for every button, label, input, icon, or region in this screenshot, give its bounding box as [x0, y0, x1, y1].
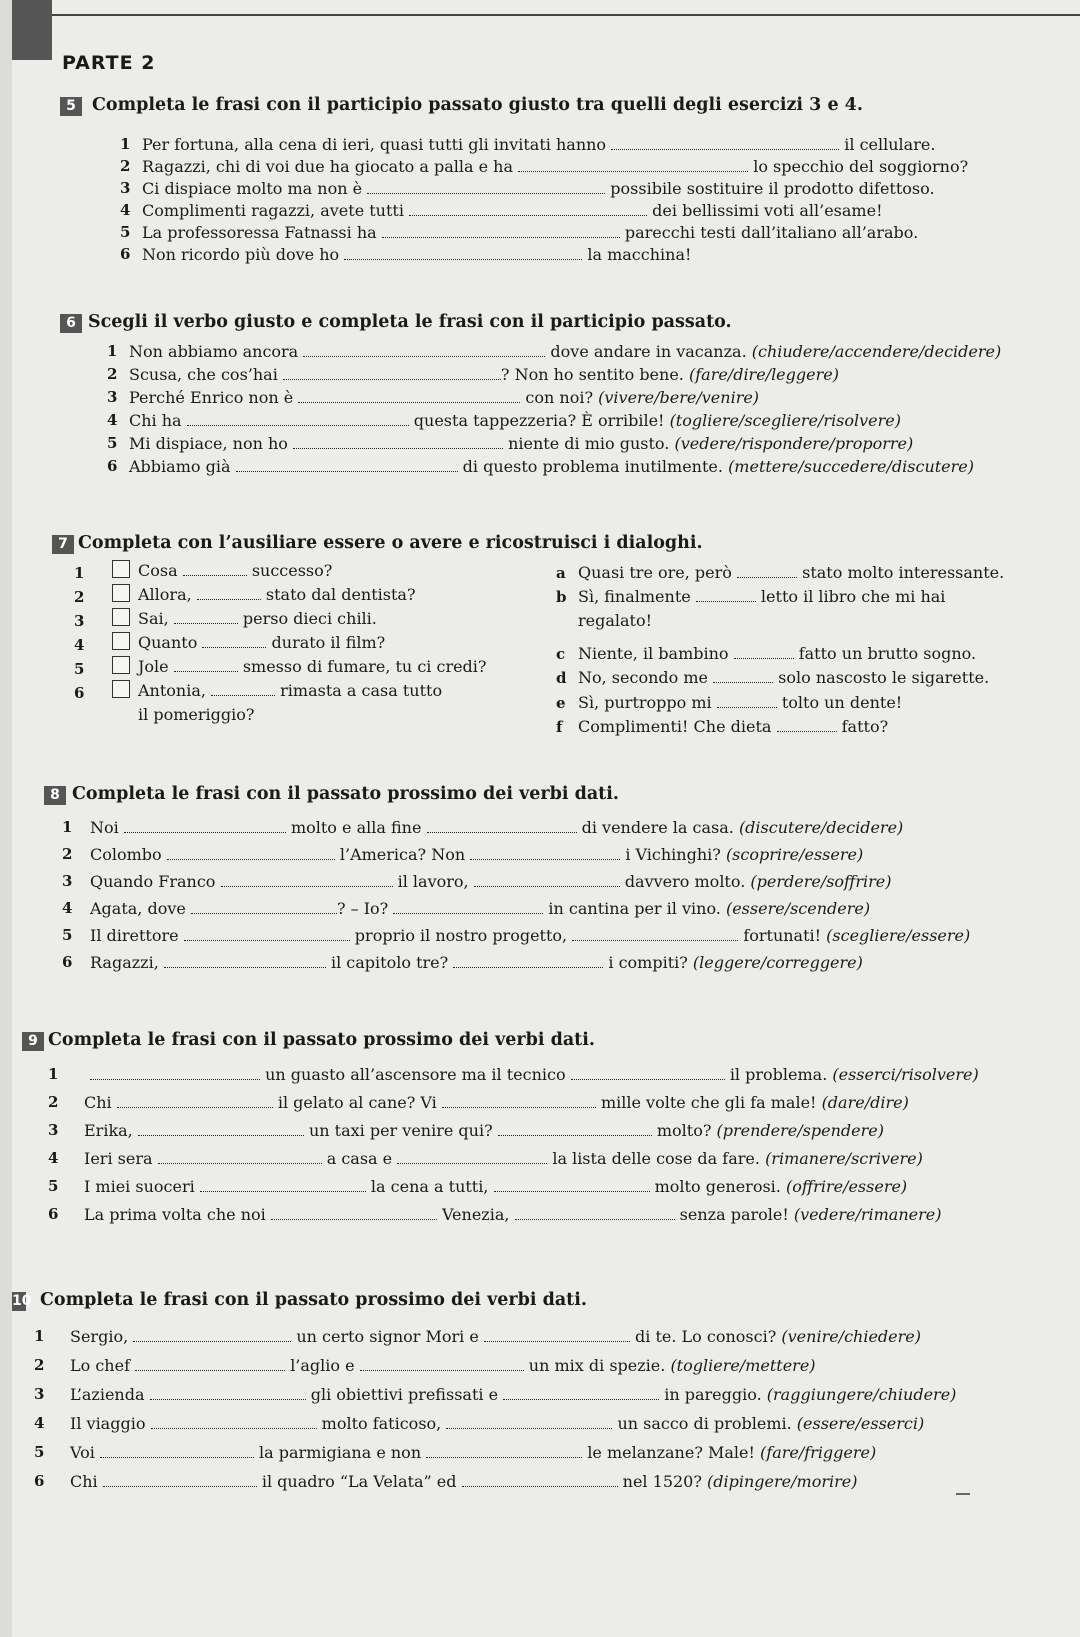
exercise-9-item-2: 2 Chi il gelato al cane? Vi mille volte che gli fa male! (dare/dire) — [48, 1093, 909, 1112]
answer-blank[interactable] — [572, 928, 738, 941]
answer-blank[interactable] — [503, 1387, 659, 1400]
dialog-line-1: Cosa successo? — [138, 561, 333, 580]
exercise-10-item-4: 4 Il viaggio molto faticoso, un sacco di problemi. (essere/esserci) — [34, 1414, 925, 1433]
answer-blank[interactable] — [124, 820, 286, 833]
answer-blank[interactable] — [197, 587, 261, 600]
answer-blank[interactable] — [571, 1067, 725, 1080]
exercise-instruction: Scegli il verbo giusto e completa le frasi con il participio passato. — [88, 312, 732, 332]
answer-blank[interactable] — [484, 1329, 630, 1342]
exercise-8-item-2: 2 Colombo l’America? Non i Vichinghi? (scoprire/essere) — [62, 845, 864, 864]
answer-blank[interactable] — [446, 1416, 612, 1429]
answer-blank[interactable] — [409, 203, 647, 216]
answer-blank[interactable] — [187, 413, 409, 426]
answer-line-d: No, secondo me solo nascosto le sigarette. — [578, 668, 990, 687]
answer-blank[interactable] — [344, 247, 582, 260]
answer-blank[interactable] — [174, 659, 238, 672]
exercise-instruction: Completa con l’ausiliare essere o avere e ricostruisci i dialoghi. — [78, 533, 703, 553]
answer-blank[interactable] — [164, 955, 326, 968]
answer-line-a: Quasi tre ore, però stato molto interessante. — [578, 563, 1005, 582]
exercise-10-item-6: 6 Chi il quadro “La Velata” ed nel 1520? (dipingere/morire) — [34, 1472, 858, 1491]
answer-blank[interactable] — [200, 1179, 366, 1192]
exercise-9-item-5: 5 I miei suoceri la cena a tutti, molto generosi. (offrire/essere) — [48, 1177, 908, 1196]
answer-blank[interactable] — [103, 1474, 257, 1487]
checkbox-2[interactable] — [112, 584, 130, 602]
answer-blank[interactable] — [462, 1474, 618, 1487]
answer-blank[interactable] — [367, 181, 605, 194]
exercise-6-item-6: 6 Abbiamo già di questo problema inutilmente. (mettere/succedere/discutere) — [107, 457, 974, 476]
page-corner-bar — [12, 0, 52, 60]
exercise-9-item-1: 1 un guasto all’ascensore ma il tecnico il problema. (esserci/risolvere) — [48, 1065, 979, 1084]
exercise-instruction: Completa le frasi con il participio passato giusto tra quelli degli esercizi 3 e 4. — [92, 95, 863, 115]
answer-blank[interactable] — [518, 159, 748, 172]
exercise-5-item-3: 3 Ci dispiace molto ma non è possibile sostituire il prodotto difettoso. — [120, 179, 935, 198]
answer-line-e: Sì, purtroppo mi tolto un dente! — [578, 693, 903, 712]
dialog-line-2: Allora, stato dal dentista? — [138, 585, 416, 604]
answer-blank[interactable] — [498, 1123, 652, 1136]
answer-blank[interactable] — [138, 1123, 304, 1136]
exercise-5-item-2: 2 Ragazzi, chi di voi due ha giocato a palla e ha lo specchio del soggiorno? — [120, 157, 969, 176]
exercise-10-item-5: 5 Voi la parmigiana e non le melanzane? Male! (fare/friggere) — [34, 1443, 877, 1462]
exercise-6-item-4: 4 Chi ha questa tappezzeria? È orribile! (togliere/scegliere/risolvere) — [107, 411, 902, 430]
exercise-8-item-3: 3 Quando Franco il lavoro, davvero molto. (perdere/soffrire) — [62, 872, 892, 891]
checkbox-3[interactable] — [112, 608, 130, 626]
exercise-8-item-4: 4 Agata, dove ? – Io? in cantina per il vino. (essere/scendere) — [62, 899, 871, 918]
answer-blank[interactable] — [397, 1151, 547, 1164]
dialog-line-4: Quanto durato il film? — [138, 633, 386, 652]
exercise-number: 6 — [60, 314, 82, 333]
answer-blank[interactable] — [211, 683, 275, 696]
answer-blank[interactable] — [426, 1445, 582, 1458]
answer-blank[interactable] — [151, 1416, 317, 1429]
dialog-line-5: Jole smesso di fumare, tu ci credi? — [138, 657, 487, 676]
exercise-number: 10 — [12, 1293, 32, 1309]
answer-blank[interactable] — [221, 874, 393, 887]
dialog-line-3: Sai, perso dieci chili. — [138, 609, 377, 628]
answer-blank[interactable] — [360, 1358, 524, 1371]
checkbox-4[interactable] — [112, 632, 130, 650]
answer-blank[interactable] — [191, 901, 337, 914]
dialog-line-6-cont: il pomeriggio? — [138, 705, 255, 724]
answer-blank[interactable] — [133, 1329, 291, 1342]
stray-mark — [956, 1493, 970, 1495]
exercise-8-item-1: 1 Noi molto e alla fine di vendere la casa. (discutere/decidere) — [62, 818, 904, 837]
answer-blank[interactable] — [453, 955, 603, 968]
answer-blank[interactable] — [611, 137, 839, 150]
answer-blank[interactable] — [100, 1445, 254, 1458]
exercise-8-item-5: 5 Il direttore proprio il nostro progetto, fortunati! (scegliere/essere) — [62, 926, 971, 945]
answer-blank[interactable] — [174, 611, 238, 624]
answer-blank[interactable] — [117, 1095, 273, 1108]
answer-line-b-cont: regalato! — [578, 611, 653, 630]
exercise-5-item-5: 5 La professoressa Fatnassi ha parecchi testi dall’italiano all’arabo. — [120, 223, 919, 242]
answer-blank[interactable] — [150, 1387, 306, 1400]
answer-blank[interactable] — [202, 635, 266, 648]
answer-line-c: Niente, il bambino fatto un brutto sogno. — [578, 644, 977, 663]
answer-line-b: Sì, finalmente letto il libro che mi hai — [578, 587, 946, 606]
exercise-6-item-1: 1 Non abbiamo ancora dove andare in vacanza. (chiudere/accendere/decidere) — [107, 342, 1002, 361]
answer-blank[interactable] — [717, 695, 777, 708]
exercise-9-item-4: 4 Ieri sera a casa e la lista delle cose da fare. (rimanere/scrivere) — [48, 1149, 923, 1168]
answer-blank[interactable] — [470, 847, 620, 860]
answer-blank[interactable] — [90, 1067, 260, 1080]
checkbox-5[interactable] — [112, 656, 130, 674]
answer-blank[interactable] — [298, 390, 520, 403]
textbook-page: PARTE 2 5 Completa le frasi con il participio passato giusto tra quelli degli esercizi 3 e 4. 1 Per fortuna, alla cena di ieri, quasi tutti gli invitati hanno il cellulare. 2 Ragazzi, chi di voi due ha giocato a palla e ha lo specchio del soggiorno? 3 Ci dispiace molto ma non è possibile sostituire il prodotto difettoso. 4 Complimenti ragazzi, avete tutti dei bellissimi voti all’esame! 5 La professoressa Fatnassi ha parecchi testi dall’italiano all’arabo. 6 Non ricordo più dove ho la macchina! 6 Scegli il verbo giusto e completa le frasi con il participio passato. 1 Non abbiamo ancora dove andare in vacanza. (chiudere/accendere/decidere) 2 Scusa, che cos’hai ? Non ho sentito bene. (fare/dire/leggere) 3 Perché Enrico non è con noi? (vivere/bere/venire) 4 Chi ha questa tappezzeria? È orribile! (togliere/scegliere/risolvere) 5 Mi dispiace, non ho niente di mio gusto. (vedere/rispondere/proporre) 6 Abbiamo già di questo problema inutilmente. (mettere/succedere/discutere) 7 Completa con l’ausiliare essere o avere e ricostruisci i dialoghi. 1 Cosa successo? 2 Allora, stato dal dentista? 3 Sai, perso dieci chili. 4 Quanto durato il film? 5 Jole smesso di fumare, tu ci credi? 6 Antonia, rimasta a casa tutto il pomeriggio? a Quasi tre ore, però stato molto interessante. b Sì, finalmente letto il libro che mi hai regalato! c Niente, il bambino fatto un brutto sogno. d No, secondo me solo nascosto le sigarette. e Sì, purtroppo mi tolto un dente! f Complimenti! Che dieta fatto? 8 Completa le frasi con il passato prossimo dei verbi dati. 1 Noi molto e alla fine di vendere la casa. (discutere/decidere) 2 Colombo l’America? Non i Vichinghi? (scoprire/essere) 3 Quando Franco il lavoro, davvero molto. (perdere/soffrire) 4 Agata, dove ? – Io? in cantina per il vino. (essere/scendere) 5 Il direttore proprio il nostro progetto, fortunati! (scegliere/essere) 6 Ragazzi, il capitolo tre? i compiti? (leggere/correggere) 9 Completa le frasi con il passato prossimo dei verbi dati. 1 un guasto all’ascensore ma il tecnico il problema. (esserci/risolvere) 2 Chi il gelato al cane? Vi mille volte che gli fa male! (dare/dire) 3 Erika, un taxi per venire qui? molto? (prendere/spendere) 4 Ieri sera a casa e la lista delle cose da fare. (rimanere/scrivere) 5 I miei suoceri la cena a tutti, molto generosi. (offrire/essere) 6 La prima volta che noi Venezia, senza parole! (vedere/rimanere) 10 Completa le frasi con il passato prossimo dei verbi dati. 1 Sergio, un certo signor Mori e di te. Lo conosci? (venire/chiedere) 2 Lo chef l’aglio e un mix di spezie. (togliere/mettere) 3 L’azienda gli obiettivi prefissati e in pareggio. (raggiungere/chiudere) 4 Il viaggio molto faticoso, un sacco di problemi. (essere/esserci) 5 Voi la parmigiana e non le melanzane? Male! (fare/friggere) 6 Chi il quadro “La Velata” ed nel 1520? (dipingere/morire) — [12, 0, 1080, 1637]
exercise-5-item-6: 6 Non ricordo più dove ho la macchina! — [120, 245, 692, 264]
exercise-number: 8 — [44, 786, 66, 805]
answer-blank[interactable] — [494, 1179, 650, 1192]
exercise-6-item-3: 3 Perché Enrico non è con noi? (vivere/bere/venire) — [107, 388, 760, 407]
exercise-number: 9 — [22, 1032, 44, 1051]
answer-blank[interactable] — [167, 847, 335, 860]
exercise-instruction: Completa le frasi con il passato prossimo dei verbi dati. — [40, 1290, 587, 1310]
answer-blank[interactable] — [515, 1207, 675, 1220]
exercise-10-item-3: 3 L’azienda gli obiettivi prefissati e in pareggio. (raggiungere/chiudere) — [34, 1385, 957, 1404]
exercise-10-item-2: 2 Lo chef l’aglio e un mix di spezie. (togliere/mettere) — [34, 1356, 816, 1375]
answer-blank[interactable] — [158, 1151, 322, 1164]
exercise-number: 5 — [60, 97, 82, 116]
exercise-number: 7 — [52, 535, 74, 554]
answer-blank[interactable] — [474, 874, 620, 887]
answer-blank[interactable] — [737, 565, 797, 578]
top-rule — [52, 14, 1080, 16]
answer-blank[interactable] — [696, 589, 756, 602]
answer-blank[interactable] — [271, 1207, 437, 1220]
exercise-10-item-1: 1 Sergio, un certo signor Mori e di te. Lo conosci? (venire/chiedere) — [34, 1327, 921, 1346]
answer-blank[interactable] — [734, 646, 794, 659]
answer-blank[interactable] — [135, 1358, 285, 1371]
answer-blank[interactable] — [427, 820, 577, 833]
exercise-5-item-4: 4 Complimenti ragazzi, avete tutti dei bellissimi voti all’esame! — [120, 201, 883, 220]
answer-blank[interactable] — [184, 928, 350, 941]
answer-blank[interactable] — [303, 344, 545, 357]
exercise-5-item-1: 1 Per fortuna, alla cena di ieri, quasi tutti gli invitati hanno il cellulare. — [120, 135, 936, 154]
answer-blank[interactable] — [236, 459, 458, 472]
exercise-8-item-6: 6 Ragazzi, il capitolo tre? i compiti? (leggere/correggere) — [62, 953, 863, 972]
exercise-6-item-5: 5 Mi dispiace, non ho niente di mio gusto. (vedere/rispondere/proporre) — [107, 434, 914, 453]
answer-blank[interactable] — [382, 225, 620, 238]
checkbox-6[interactable] — [112, 680, 130, 698]
dialog-line-6: Antonia, rimasta a casa tutto — [138, 681, 443, 700]
exercise-9-item-3: 3 Erika, un taxi per venire qui? molto? (prendere/spendere) — [48, 1121, 884, 1140]
answer-blank[interactable] — [183, 563, 247, 576]
answer-blank[interactable] — [293, 436, 503, 449]
exercise-6-item-2: 2 Scusa, che cos’hai ? Non ho sentito bene. (fare/dire/leggere) — [107, 365, 839, 384]
answer-blank[interactable] — [713, 670, 773, 683]
exercise-9-item-6: 6 La prima volta che noi Venezia, senza parole! (vedere/rimanere) — [48, 1205, 942, 1224]
answer-blank[interactable] — [283, 367, 501, 380]
exercise-instruction: Completa le frasi con il passato prossimo dei verbi dati. — [48, 1030, 595, 1050]
answer-blank[interactable] — [777, 719, 837, 732]
exercise-instruction: Completa le frasi con il passato prossimo dei verbi dati. — [72, 784, 619, 804]
answer-blank[interactable] — [393, 901, 543, 914]
answer-blank[interactable] — [442, 1095, 596, 1108]
answer-line-f: Complimenti! Che dieta fatto? — [578, 717, 889, 736]
checkbox-1[interactable] — [112, 560, 130, 578]
section-title: PARTE 2 — [62, 52, 156, 74]
